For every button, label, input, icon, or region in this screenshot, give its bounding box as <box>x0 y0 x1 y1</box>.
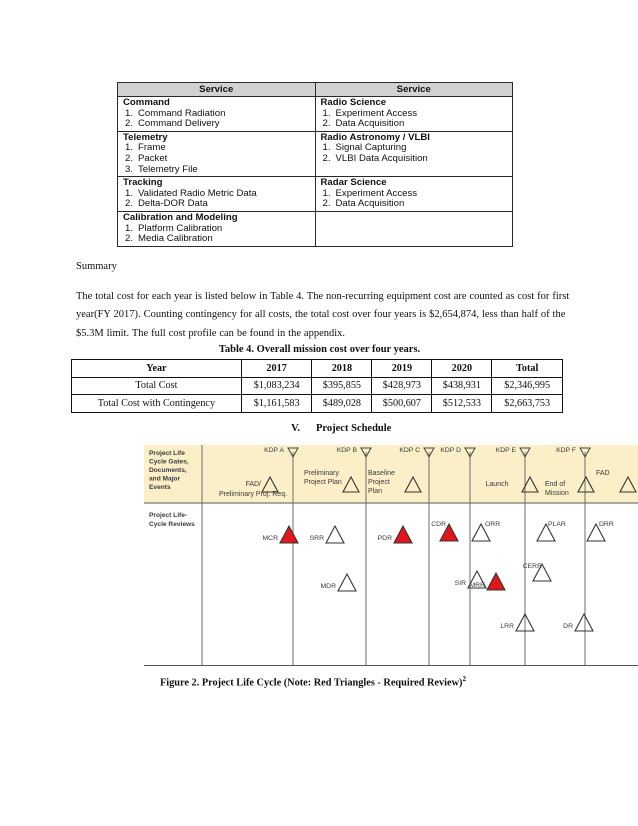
row-label-gates: Cycle Gates, <box>149 458 189 466</box>
event-label: Baseline <box>368 470 395 477</box>
event-label: Launch <box>485 481 509 488</box>
service-item-text: Platform Calibration <box>138 222 223 234</box>
review-label: PLAR <box>548 521 566 528</box>
service-item-text: Command Radiation <box>138 107 226 119</box>
event-label: Project <box>368 479 390 486</box>
service-item-text: Packet <box>138 152 168 164</box>
review-label: CDR <box>431 521 446 528</box>
service-category: Radar Science <box>320 177 387 189</box>
cost-cell: $1,083,234 <box>241 377 312 395</box>
service-header-right: Service <box>315 83 513 97</box>
project-life-cycle-figure <box>144 445 638 667</box>
service-item-text: Telemetry File <box>138 163 198 175</box>
service-item: 1. Command Radiation <box>125 107 226 119</box>
review-label: DR <box>563 623 573 630</box>
review-label: ORR <box>485 521 501 528</box>
life-cycle-diagram <box>144 445 638 667</box>
cost-header-cell: 2018 <box>312 360 372 378</box>
kdp-label: KDP D <box>440 447 461 454</box>
service-item: 1. Frame <box>125 142 166 154</box>
cost-cell: $438,931 <box>432 377 492 395</box>
service-row <box>118 97 513 132</box>
figure-caption <box>160 675 466 688</box>
review-label: DRR <box>599 521 614 528</box>
section-heading <box>258 423 391 434</box>
cost-cell: $2,346,995 <box>492 377 563 395</box>
summary-paragraph: The total cost for each year is listed below in Table 4. The non-recurring equipment cost are counted as cost for first year(FY 2017). Counting contingency for all costs, the total cost over four years is $2,654,874, less than half of the $5.3M limit. The full cost profile can be found in the appendix. <box>76 291 570 339</box>
row-label-gates: and Major <box>149 475 181 483</box>
service-item-text: Data Acquisition <box>335 198 405 210</box>
kdp-label: KDP F <box>556 447 576 454</box>
kdp-label: KDP E <box>495 447 516 454</box>
review-label: MDR <box>320 583 336 590</box>
cost-cell: $395,855 <box>312 377 372 395</box>
service-item: 2. Command Delivery <box>125 118 220 130</box>
service-row <box>118 211 513 246</box>
service-item-text: Experiment Access <box>335 107 418 119</box>
table4-caption: Table 4. Overall mission cost over four years. <box>218 344 421 355</box>
review-label: PDR <box>377 535 392 542</box>
row-label-reviews: Project Life- <box>149 512 188 519</box>
service-item-text: Command Delivery <box>138 118 220 130</box>
service-cell <box>315 211 513 246</box>
service-item-text: Media Calibration <box>138 233 213 245</box>
event-label: FAD/ <box>245 481 261 488</box>
review-label: LRR <box>500 623 514 630</box>
service-category: Calibration and Modeling <box>123 211 238 223</box>
service-item-text: Delta-DOR Data <box>138 198 208 210</box>
service-cell <box>118 131 316 176</box>
cost-table-header-row <box>72 360 563 378</box>
service-category: Tracking <box>123 177 163 189</box>
service-item: 1. Signal Capturing <box>322 142 407 154</box>
kdp-label: KDP B <box>336 447 357 454</box>
service-category: Radio Astronomy / VLBI <box>320 131 430 143</box>
service-row <box>118 177 513 212</box>
row-label-gates: Events <box>149 484 171 491</box>
cost-cell: $512,533 <box>432 395 492 413</box>
event-label: Project Plan <box>304 479 342 486</box>
service-cell <box>118 97 316 132</box>
review-label: SRR <box>309 535 324 542</box>
service-cell <box>118 177 316 212</box>
service-category: Command <box>123 97 170 108</box>
service-item-text: Frame <box>138 142 166 154</box>
review-label: SIR <box>454 580 466 587</box>
service-item-text: Data Acquisition <box>335 118 405 130</box>
cost-header-cell: Total <box>492 360 563 378</box>
cost-row <box>72 395 563 413</box>
service-item-text: Experiment Access <box>335 187 418 199</box>
row-label-reviews: Cycle Reviews <box>149 521 195 528</box>
figure-caption-text: Figure 2. Project Life Cycle (Note: Red Triangles - Required Review) <box>160 677 463 689</box>
event-label: Preliminary <box>304 470 340 477</box>
summary-label: Summary <box>76 261 117 272</box>
cost-header-cell: 2019 <box>372 360 432 378</box>
cost-table-body <box>72 377 563 412</box>
service-item-text: VLBI Data Acquisition <box>335 152 428 164</box>
cost-cell: $1,161,583 <box>241 395 312 413</box>
service-row <box>118 131 513 176</box>
service-item: 1. Validated Radio Metric Data <box>125 187 257 199</box>
service-item: 1. Experiment Access <box>322 107 418 119</box>
cost-cell: $2,663,753 <box>492 395 563 413</box>
review-label: MRR <box>469 582 485 589</box>
service-item: 2. VLBI Data Acquisition <box>322 152 428 164</box>
event-label: Preliminary Proj. Req. <box>218 491 288 498</box>
service-item-text: Validated Radio Metric Data <box>138 187 257 199</box>
cost-cell: $428,973 <box>372 377 432 395</box>
event-label: Mission <box>545 490 569 497</box>
service-header-left: Service <box>118 83 316 97</box>
event-label: Plan <box>368 488 383 495</box>
cost-cell: $489,028 <box>312 395 372 413</box>
service-cell <box>315 131 513 176</box>
kdp-label: KDP A <box>264 447 284 454</box>
services-table <box>117 82 513 247</box>
review-label: MCR <box>262 535 278 542</box>
service-item-text: Signal Capturing <box>335 142 407 154</box>
service-category: Telemetry <box>123 131 168 143</box>
service-item: 2. Delta-DOR Data <box>125 198 208 210</box>
service-cell <box>118 211 316 246</box>
section-title: Project Schedule <box>316 423 392 434</box>
service-item: 1. Platform Calibration <box>125 222 223 234</box>
service-cell <box>315 97 513 132</box>
cost-row <box>72 377 563 395</box>
event-label: FAD <box>596 470 610 477</box>
cost-cell: Total Cost <box>72 377 242 395</box>
service-cell <box>315 177 513 212</box>
service-item: 2. Packet <box>125 152 168 164</box>
service-item: 1. Experiment Access <box>322 187 418 199</box>
service-item: 3. Telemetry File <box>125 163 198 175</box>
row-label-gates: Project Life <box>149 450 185 457</box>
figure-caption-footnote: 2 <box>462 675 466 683</box>
cost-header-cell: 2020 <box>432 360 492 378</box>
cost-header-cell: Year <box>72 360 242 378</box>
service-item: 2. Data Acquisition <box>322 118 405 130</box>
review-label: CERR <box>522 563 542 570</box>
cost-table <box>71 359 563 413</box>
service-category: Radio Science <box>320 97 387 108</box>
kdp-label: KDP C <box>399 447 420 454</box>
cost-cell: Total Cost with Contingency <box>72 395 242 413</box>
cost-header-cell: 2017 <box>241 360 312 378</box>
cost-cell: $500,607 <box>372 395 432 413</box>
event-label: End of <box>545 481 566 488</box>
service-item: 2. Data Acquisition <box>322 198 405 210</box>
section-number: V. <box>291 423 300 434</box>
row-label-gates: Documents, <box>149 467 187 474</box>
service-item: 2. Media Calibration <box>125 233 213 245</box>
services-table-body <box>118 97 513 247</box>
